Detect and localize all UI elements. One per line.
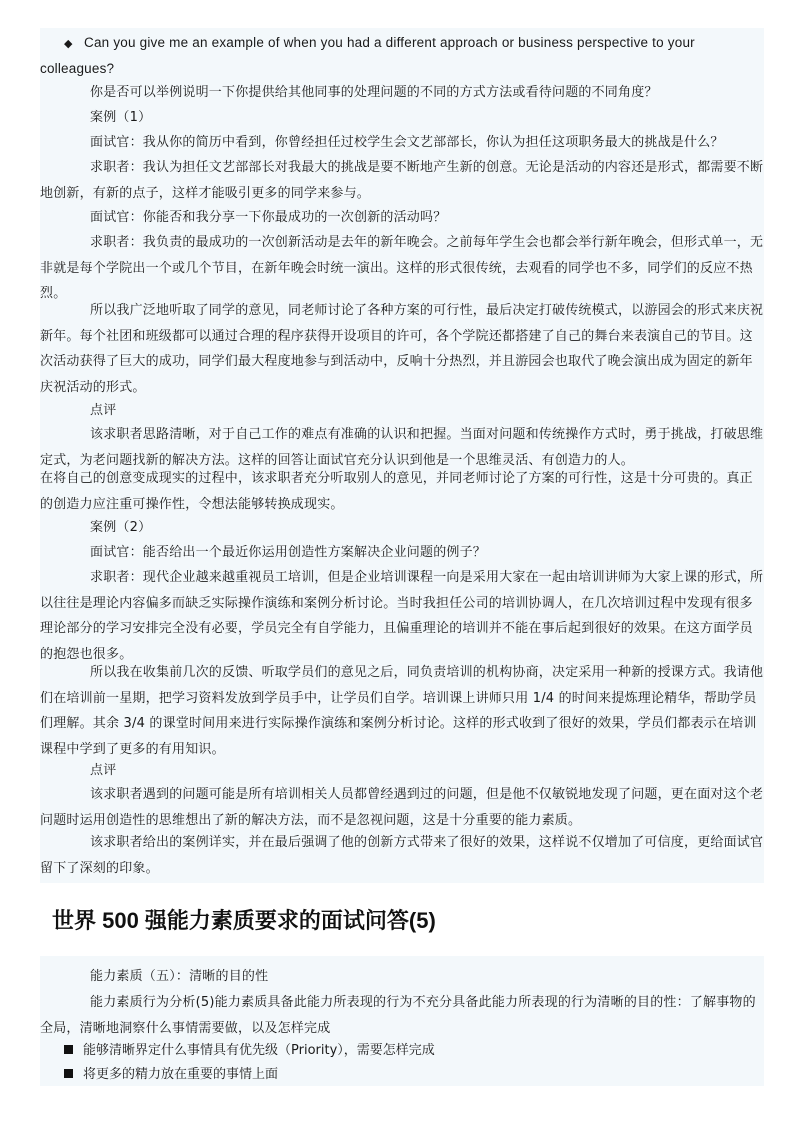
ability-description: 能力素质行为分析(5)能力素质具备此能力所表现的行为不充分具备此能力所表现的行为清晰的目的性：了解事物的全局，清晰地洞察什么事情需要做，以及怎样完成 [40,995,756,1036]
question-chinese: 你是否可以举例说明一下你提供给其他同事的处理问题的不同的方式方法或看待问题的不同角度？ [90,85,658,100]
case-1-interviewer-2: 面试官：你能否和我分享一下你最成功的一次创新的活动吗？ [90,210,447,225]
bullet-item-2: 将更多的精力放在重要的事情上面 [64,1064,278,1086]
case-1-response-2: 求职者：我负责的最成功的一次创新活动是去年的新年晚会。之前每年学生会也都会举行新年晚会，但形式单一，无非就是每个学院出一个或几个节目，在新年晚会时统一演出。这样的形式很传统，去观看的同学也不多，同学们的反应不热烈。 [40,235,764,302]
comment-2-label: 点评 [90,763,117,778]
ability-title: 能力素质（五）：清晰的目的性 [90,969,269,984]
question-english: ◆ Can you give me an example of when you had a different approach or business perspective to your [64,30,764,58]
square-bullet-icon [64,1045,73,1054]
case-1-label: 案例（1） [90,110,152,125]
diamond-bullet-icon: ◆ [64,38,73,50]
case-2-label: 案例（2） [90,520,152,535]
case-2-response-2: 所以我在收集前几次的反馈、听取学员们的意见之后，同负责培训的机构协商，决定采用一种新的授课方式。我请他们在培训前一星期，把学习资料发放到学员手中，让学员们自学。培训课上讲师只用 1/4 的时间来提炼理论精华，帮助学员们理解。其余 3/4 的课堂时间用来进行实际操作演练和案例分析讨论。这样的形式收到了很好的效果，学员们都表示在培训课程中学到了更多的有用知识。 [40,665,764,757]
comment-1-b: 在将自己的创意变成现实的过程中，该求职者充分听取别人的意见，并同老师讨论了方案的可行性，这是十分可贵的。真正的创造力应注重可操作性，令想法能够转换成现实。 [40,471,753,512]
case-2-response-1: 求职者：现代企业越来越重视员工培训，但是企业培训课程一向是采用大家在一起由培训讲师为大家上课的形式，所以往往是理论内容偏多而缺乏实际操作演练和案例分析讨论。当时我担任公司的培训协调人，在几次培训过程中发现有很多理论部分的学习安排完全没有必要，学员完全有自学能力，且偏重理论的培训并不能在事后起到很好的效果。在这方面学员的抱怨也很多。 [40,570,764,662]
comment-1-a: 该求职者思路清晰，对于自己工作的难点有准确的认识和把握。当面对问题和传统操作方式时，勇于挑战，打破思维定式，为老问题找新的解决方法。这样的回答让面试官充分认识到他是一个思维灵活、有创造力的人。 [40,427,764,468]
case-1-interviewer-1: 面试官：我从你的简历中看到，你曾经担任过校学生会文艺部部长，你认为担任这项职务最大的挑战是什么？ [90,135,724,150]
section-heading: 世界 500 强能力素质要求的面试问答(5) [52,908,436,933]
question-english-cont: colleagues? [40,61,115,76]
comment-2-b: 该求职者给出的案例详实，并在最后强调了他的创新方式带来了很好的效果，这样说不仅增加了可信度，更给面试官留下了深刻的印象。 [40,835,764,876]
comment-1-label: 点评 [90,403,117,418]
case-1-response-1: 求职者：我认为担任文艺部部长对我最大的挑战是要不断地产生新的创意。无论是活动的内容还是形式，都需要不断地创新，有新的点子，这样才能吸引更多的同学来参与。 [40,160,764,201]
case-2-interviewer-1: 面试官：能否给出一个最近你运用创造性方案解决企业问题的例子？ [90,545,487,560]
square-bullet-icon [64,1069,73,1078]
case-1-response-3: 所以我广泛地听取了同学的意见，同老师讨论了各种方案的可行性，最后决定打破传统模式，以游园会的形式来庆祝新年。每个社团和班级都可以通过合理的程序获得开设项目的许可，各个学院还都搭建了自己的舞台来表演自己的节目。这次活动获得了巨大的成功，同学们最大程度地参与到活动中，反响十分热烈，并且游园会也取代了晚会演出成为固定的新年庆祝活动的形式。 [40,303,764,395]
comment-2-a: 该求职者遇到的问题可能是所有培训相关人员都曾经遇到过的问题，但是他不仅敏锐地发现了问题，更在面对这个老问题时运用创造性的思维想出了新的解决方法，而不是忽视问题，这是十分重要的能力素质。 [40,787,764,828]
bullet-item-1: 能够清晰界定什么事情具有优先级（Priority），需要怎样完成 [64,1040,435,1062]
